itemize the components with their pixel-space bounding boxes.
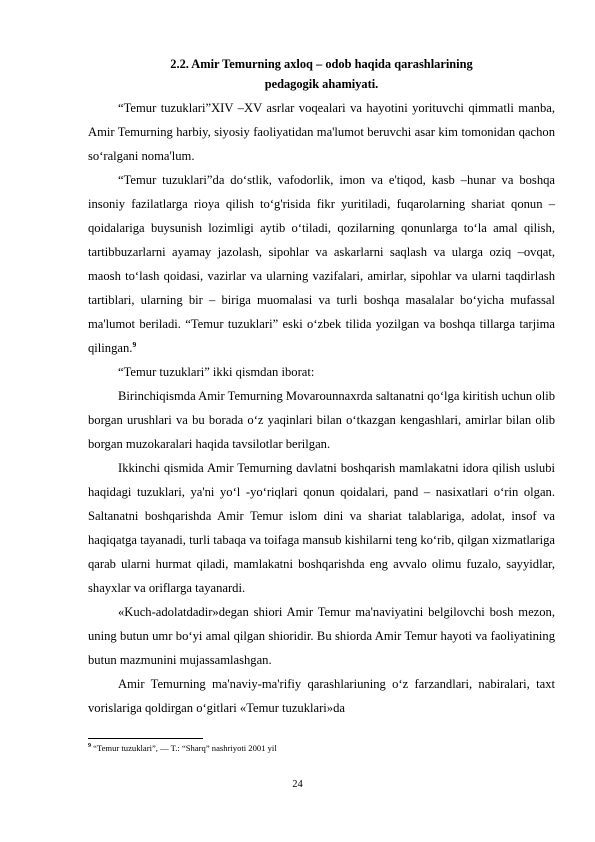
paragraph-5: Ikkinchi qismida Amir Temurning davlatni boshqarish mamlakatni idora qilish uslubi haqidagi tuzuklari, ya'ni yo‘l -yo‘riqlari qonun qoidalari, pand – nasixatlari o‘rin olgan. Saltanatni boshqarishda Amir Temur islom dini va shariat talablariga, adolat, insof va haqiqatga tayanadi, turli tabaqa va toifaga mansub kishilarni teng ko‘rib, qilgan xizmatlariga qarab ularni hurmat qiladi, mamlakatni boshqarishda eng avvalo olimu fuzalo, sayyidlar, shayxlar va oriflarga tayanardi. <box>88 461 555 595</box>
footnote-text: “Temur tuzuklari”, — T.: “Sharq” nashriyoti 2001 yil <box>91 743 277 753</box>
paragraph-3: “Temur tuzuklari” ikki qismdan iborat: <box>118 365 315 379</box>
paragraph-2 <box>88 168 555 360</box>
footnote-reference: 9 <box>132 339 137 349</box>
paragraph-4: Birinchiqismda Amir Temurning Movarounnaxrda saltanatni qo‘lga kiritish uchun olib borgan urushlari va bu borada o‘z yaqinlari bilan o‘tkazgan kengashlari, amirlar bilan olib borgan muzokaralari haqida tavsilotlar berilgan. <box>88 389 555 451</box>
section-heading-line-2: pedagogik ahamiyati. <box>264 77 379 91</box>
footnote <box>88 742 555 754</box>
section-heading-line-1: 2.2. Amir Temurning axloq – odob haqida qarashlarining <box>170 57 473 71</box>
paragraph-1: “Temur tuzuklari”XIV –XV asrlar voqealari va hayotini yorituvchi qimmatli manba, Amir Temurning harbiy, siyosiy faoliyatidan ma'lumot beruvchi asar kim tomonidan qachon so‘ralgani noma'lum. <box>88 101 555 163</box>
footnote-number: 9 <box>88 743 91 750</box>
page-body <box>88 54 555 720</box>
page-number: 24 <box>292 779 303 790</box>
paragraph-6: «Kuch-adolatdadir»degan shiori Amir Temur ma'naviyatini belgilovchi bosh mezon, uning butun umr bo‘yi amal qilgan shioridir. Bu shiorda Amir Temur hayoti va faoliyatining butun mazmunini mujassamlashgan. <box>88 605 555 667</box>
paragraph-2-text: “Temur tuzuklari”da do‘stlik, vafodorlik, imon va e'tiqod, kasb –hunar va boshqa insoniy fazilatlarga rioya qilish to‘g'risida fikr yuritiladi, fuqarolarning shariat qonun –qoidalariga buysunish lozimligi aytib o‘tiladi, qozilarning qonunlarga to‘la amal qilish, tartibbuzarlarni ayamay jazolash, sipohlar va askarlarni saqlash va ularga oziq –ovqat, maosh to‘lash qoidasi, vazirlar va ularning vazifalari, amirlar, sipohlar va ularni taqdirlash tartiblari, ularning bir – biriga muomalasi va turli boshqa masalalar bo‘yicha mufassal ma'lumot beriladi. “Temur tuzuklari” eski o‘zbek tilida yozilgan va boshqa tillarga tarjima qilingan. <box>88 173 555 355</box>
paragraph-7: Amir Temurning ma'naviy-ma'rifiy qarashlariuning o‘z farzandlari, nabiralari, taxt vorislariga qoldirgan o‘gitlari «Temur tuzuklari»da <box>88 677 555 715</box>
footnote-divider <box>88 738 203 739</box>
